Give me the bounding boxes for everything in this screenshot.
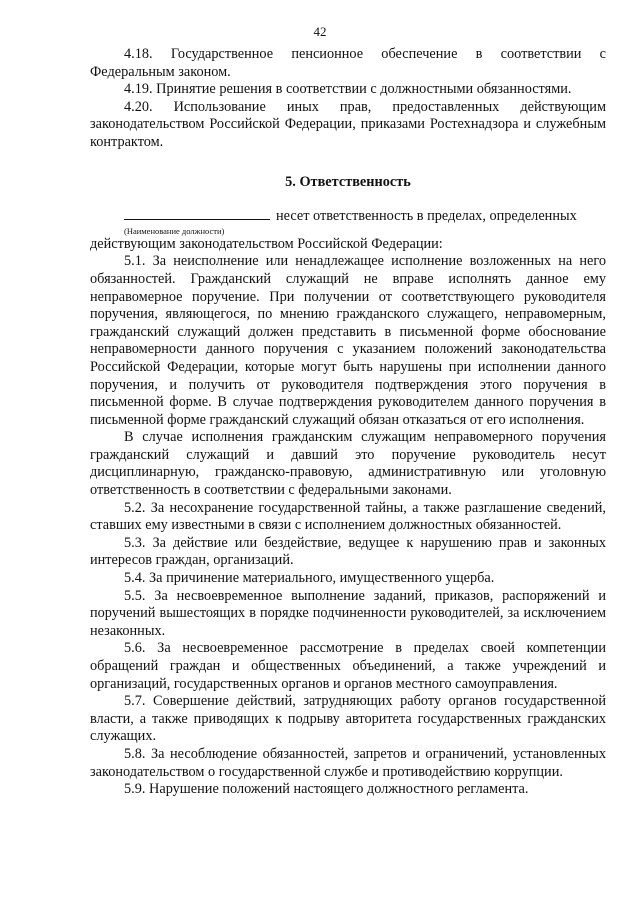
item-5-1-continuation: В случае исполнения гражданским служащим неправомерного поручения гражданский служащий и давший это поручение руководитель несут дисциплинарную, гражданско-правовую, административную или уголовную ответственность в соответствии с федеральными законами. xyxy=(90,429,606,499)
item-5-1: 5.1. За неисполнение или ненадлежащее исполнение возложенных на него обязанностей. Гражданский служащий не вправе исполнять данное ему неправомерное поручение. При получении от соответствующего руководителя поручения, являющегося, по мнению гражданского служащего, неправомерным, гражданский служащий должен представить в письменной форме обоснование неправомерности данного поручения с указанием положений законодательства Российской Федерации, которые могут быть нарушены при исполнении данного поручения, и получить от руководителя подтверждения этого поручения в письменной форме. В случае подтверждения руководителем данного поручения в письменной форме гражданский служащий обязан отказаться от его исполнения. xyxy=(90,253,606,428)
item-5-5: 5.5. За несвоевременное выполнение заданий, приказов, распоряжений и поручений вышестоящих в порядке подчиненности руководителей, за исключением незаконных. xyxy=(90,587,606,639)
position-blank-line xyxy=(124,207,270,220)
item-4-19: 4.19. Принятие решения в соответствии с должностными обязанностями. xyxy=(124,81,572,98)
responsibility-intro-text: несет ответственность в пределах, определенных xyxy=(276,208,577,225)
section-5-title: 5. Ответственность xyxy=(285,173,411,190)
item-5-3: 5.3. За действие или бездействие, ведущее к нарушению прав и законных интересов граждан, организаций. xyxy=(90,534,606,569)
item-4-20: 4.20. Использование иных прав, предоставленных действующим законодательством Российской Федерации, приказами Ростехнадзора и служебным контрактом. xyxy=(90,98,606,150)
position-blank-caption: (Наименование должности) xyxy=(124,225,225,236)
item-5-7: 5.7. Совершение действий, затрудняющих работу органов государственной власти, а также приводящих к подрыву авторитета государственных гражданских служащих. xyxy=(90,693,606,745)
item-5-4: 5.4. За причинение материального, имущественного ущерба. xyxy=(124,570,495,587)
item-5-6: 5.6. За несвоевременное рассмотрение в пределах своей компетенции обращений граждан и общественных объединений, а также учреждений и организаций, государственных органов и органов местного самоуправления. xyxy=(90,640,606,692)
item-4-18: 4.18. Государственное пенсионное обеспечение в соответствии с Федеральным законом. xyxy=(90,46,606,80)
responsibility-intro xyxy=(90,207,606,226)
responsibility-intro-continuation: действующим законодательством Российской Федерации: xyxy=(90,235,443,252)
document-body xyxy=(90,46,606,799)
item-5-8: 5.8. За несоблюдение обязанностей, запретов и ограничений, установленных законодательством о государственной службе и противодействию коррупции. xyxy=(90,745,606,780)
item-5-2: 5.2. За несохранение государственной тайны, а также разглашение сведений, ставших ему известными в связи с исполнением должностных обязанностей. xyxy=(90,499,606,534)
item-5-9: 5.9. Нарушение положений настоящего должностного регламента. xyxy=(124,781,529,798)
page-number: 42 xyxy=(313,24,327,39)
